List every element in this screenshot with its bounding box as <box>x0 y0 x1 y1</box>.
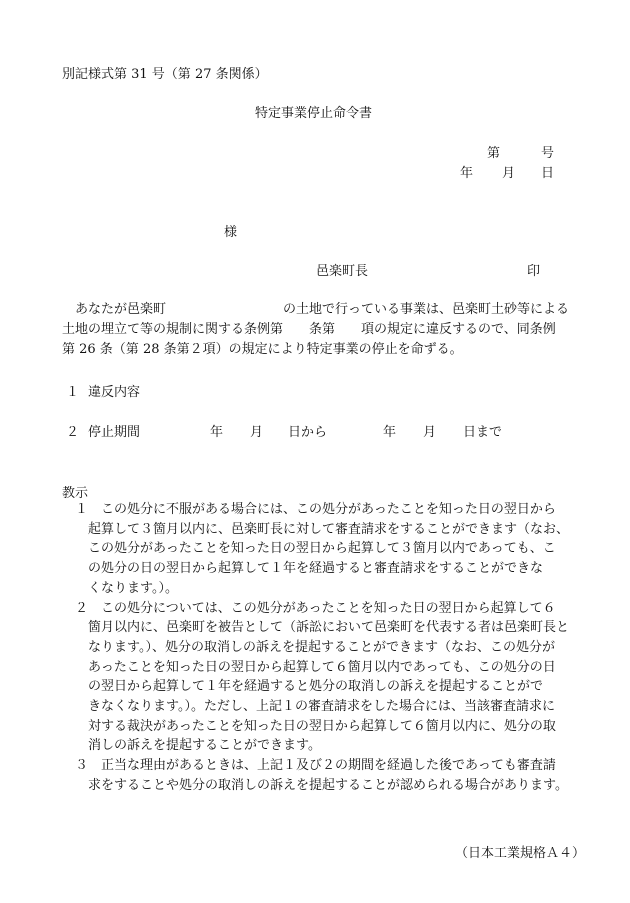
notice-line: くなります。）。 <box>75 580 178 596</box>
item-2-label: 停止期間 <box>88 425 141 440</box>
doc-number-dai: 第 <box>487 146 501 161</box>
document-title: 特定事業停止命令書 <box>255 106 373 121</box>
date-day: 日 <box>541 166 555 181</box>
notice-line: なります。）、処分の取消しの訴えを提起することができます（なお、この処分が <box>75 639 555 655</box>
notice-line: あったことを知った日の翌日から起算して６箇月以内であっても、この処分の日 <box>75 659 556 675</box>
notice-line: ２ この処分については、この処分があったことを知った日の翌日から起算して６ <box>75 600 556 616</box>
date-year: 年 <box>460 166 474 181</box>
recipient-sama: 様 <box>224 225 238 240</box>
notice-line: きなくなります。）。ただし、上記１の審査請求をした場合には、当該審査請求に <box>75 699 555 715</box>
notice-line: １ この処分に不服がある場合には、この処分があったことを知った日の翌日から <box>75 502 556 517</box>
notice-line: この処分があったことを知った日の翌日から起算して３箇月以内であっても、こ <box>75 541 556 557</box>
paper-standard: （日本工業規格Ａ４） <box>455 846 586 861</box>
body-line: 第 26 条（第 28 条第２項）の規定により特定事業の停止を命ずる。 <box>62 342 463 357</box>
doc-number-go: 号 <box>541 146 555 161</box>
item-2-number: ２ <box>66 425 80 440</box>
period-year-2: 年 <box>383 425 397 440</box>
date-month: 月 <box>502 166 516 181</box>
body-paragraph <box>62 300 582 360</box>
item-1-label: 違反内容 <box>88 385 141 400</box>
period-from: 日から <box>288 425 328 440</box>
item-1-number: １ <box>66 385 80 400</box>
notice-line: 消しの訴えを提起することができます。 <box>75 738 321 754</box>
period-month-2: 月 <box>423 425 437 440</box>
notice-line: の翌日から起算して１年を経過すると処分の取消しの訴えを提起することがで <box>75 679 544 695</box>
notice-line: の処分の日の翌日から起算して１年を経過すると審査請求をすることができな <box>75 561 544 577</box>
notice-line: 箇月以内に、邑楽町を被告として（訴訟において邑楽町を代表する者は邑楽町長と <box>75 620 570 636</box>
period-year-1: 年 <box>210 425 224 440</box>
notice-heading: 教示 <box>62 486 89 501</box>
notice-line: 対する裁決があったことを知った日の翌日から起算して６箇月以内に、処分の取 <box>75 718 556 734</box>
notice-line: 求をすることや処分の取消しの訴えを提起することが認められる場合があります。 <box>75 777 568 793</box>
period-month-1: 月 <box>250 425 264 440</box>
issuer-title: 邑楽町長 <box>316 264 369 279</box>
form-label: 別記様式第 31 号（第 27 条関係） <box>62 67 268 82</box>
body-line: あなたが邑楽町 の土地で行っている事業は、邑楽町土砂等による <box>62 302 570 317</box>
period-until: 日まで <box>463 425 503 440</box>
notice-line: 起算して３箇月以内に、邑楽町長に対して審査請求をすることができます（なお、 <box>75 521 570 537</box>
notice-body <box>75 500 580 796</box>
body-line: 土地の埋立て等の規制に関する条例第 条第 項の規定に違反するので、同条例 <box>62 322 556 337</box>
issuer-seal: 印 <box>527 264 541 279</box>
notice-line: ３ 正当な理由があるときは、上記１及び２の期間を経過した後であっても審査請 <box>75 758 556 774</box>
